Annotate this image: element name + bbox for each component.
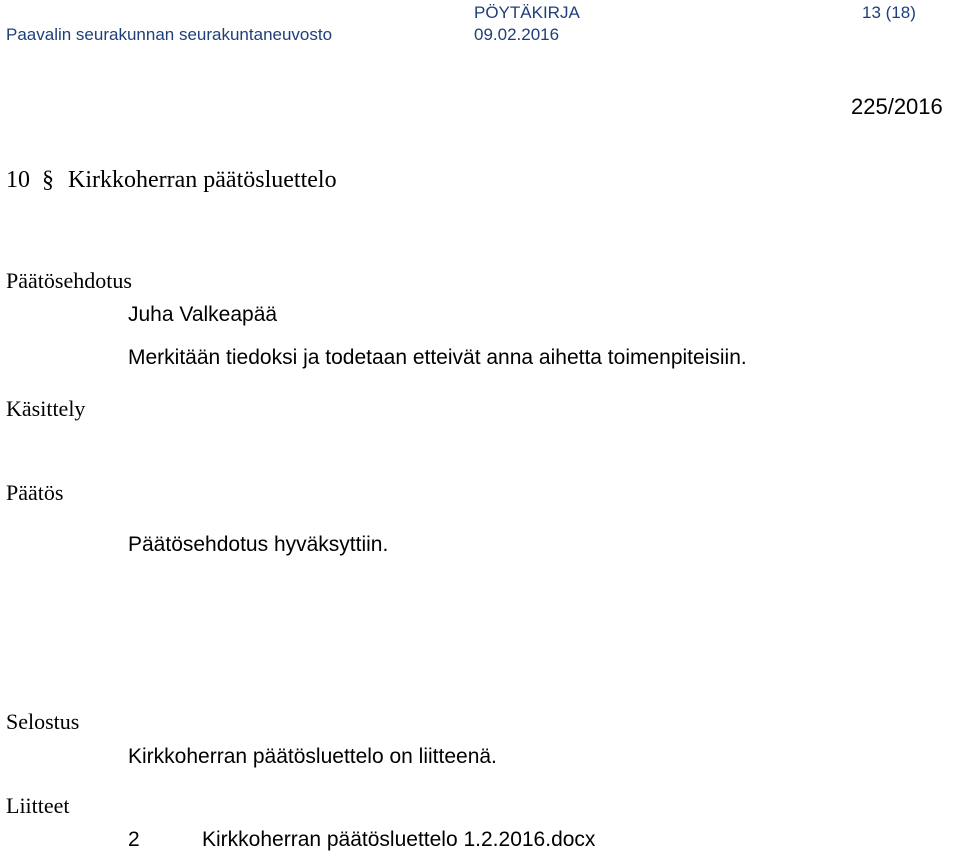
attachment-name: Kirkkoherran päätösluettelo 1.2.2016.docx (202, 828, 596, 851)
header-page-number: 13 (18) (862, 3, 916, 22)
details-text: Kirkkoherran päätösluettelo on liitteenä. (128, 745, 497, 768)
section-heading (6, 167, 337, 194)
attachment-number: 2 (128, 828, 140, 851)
section-title: Kirkkoherran päätösluettelo (68, 167, 337, 193)
label-decision: Päätös (6, 480, 64, 505)
decision-text: Päätösehdotus hyväksyttiin. (128, 533, 389, 556)
header-document-type: PÖYTÄKIRJA (474, 3, 580, 22)
section-sign: § (42, 167, 54, 193)
proposal-author: Juha Valkeapää (128, 303, 278, 326)
label-handling: Käsittely (6, 396, 86, 421)
label-attachments: Liitteet (6, 793, 70, 818)
header-organization: Paavalin seurakunnan seurakuntaneuvosto (6, 25, 333, 44)
attachment-item (128, 828, 595, 852)
section-number: 10 (6, 167, 30, 193)
diary-number: 225/2016 (851, 94, 943, 119)
label-details: Selostus (6, 709, 80, 734)
label-proposal: Päätösehdotus (6, 268, 132, 293)
header-meeting-date: 09.02.2016 (474, 25, 560, 44)
proposal-text: Merkitään tiedoksi ja todetaan etteivät anna aihetta toimenpiteisiin. (128, 346, 747, 369)
